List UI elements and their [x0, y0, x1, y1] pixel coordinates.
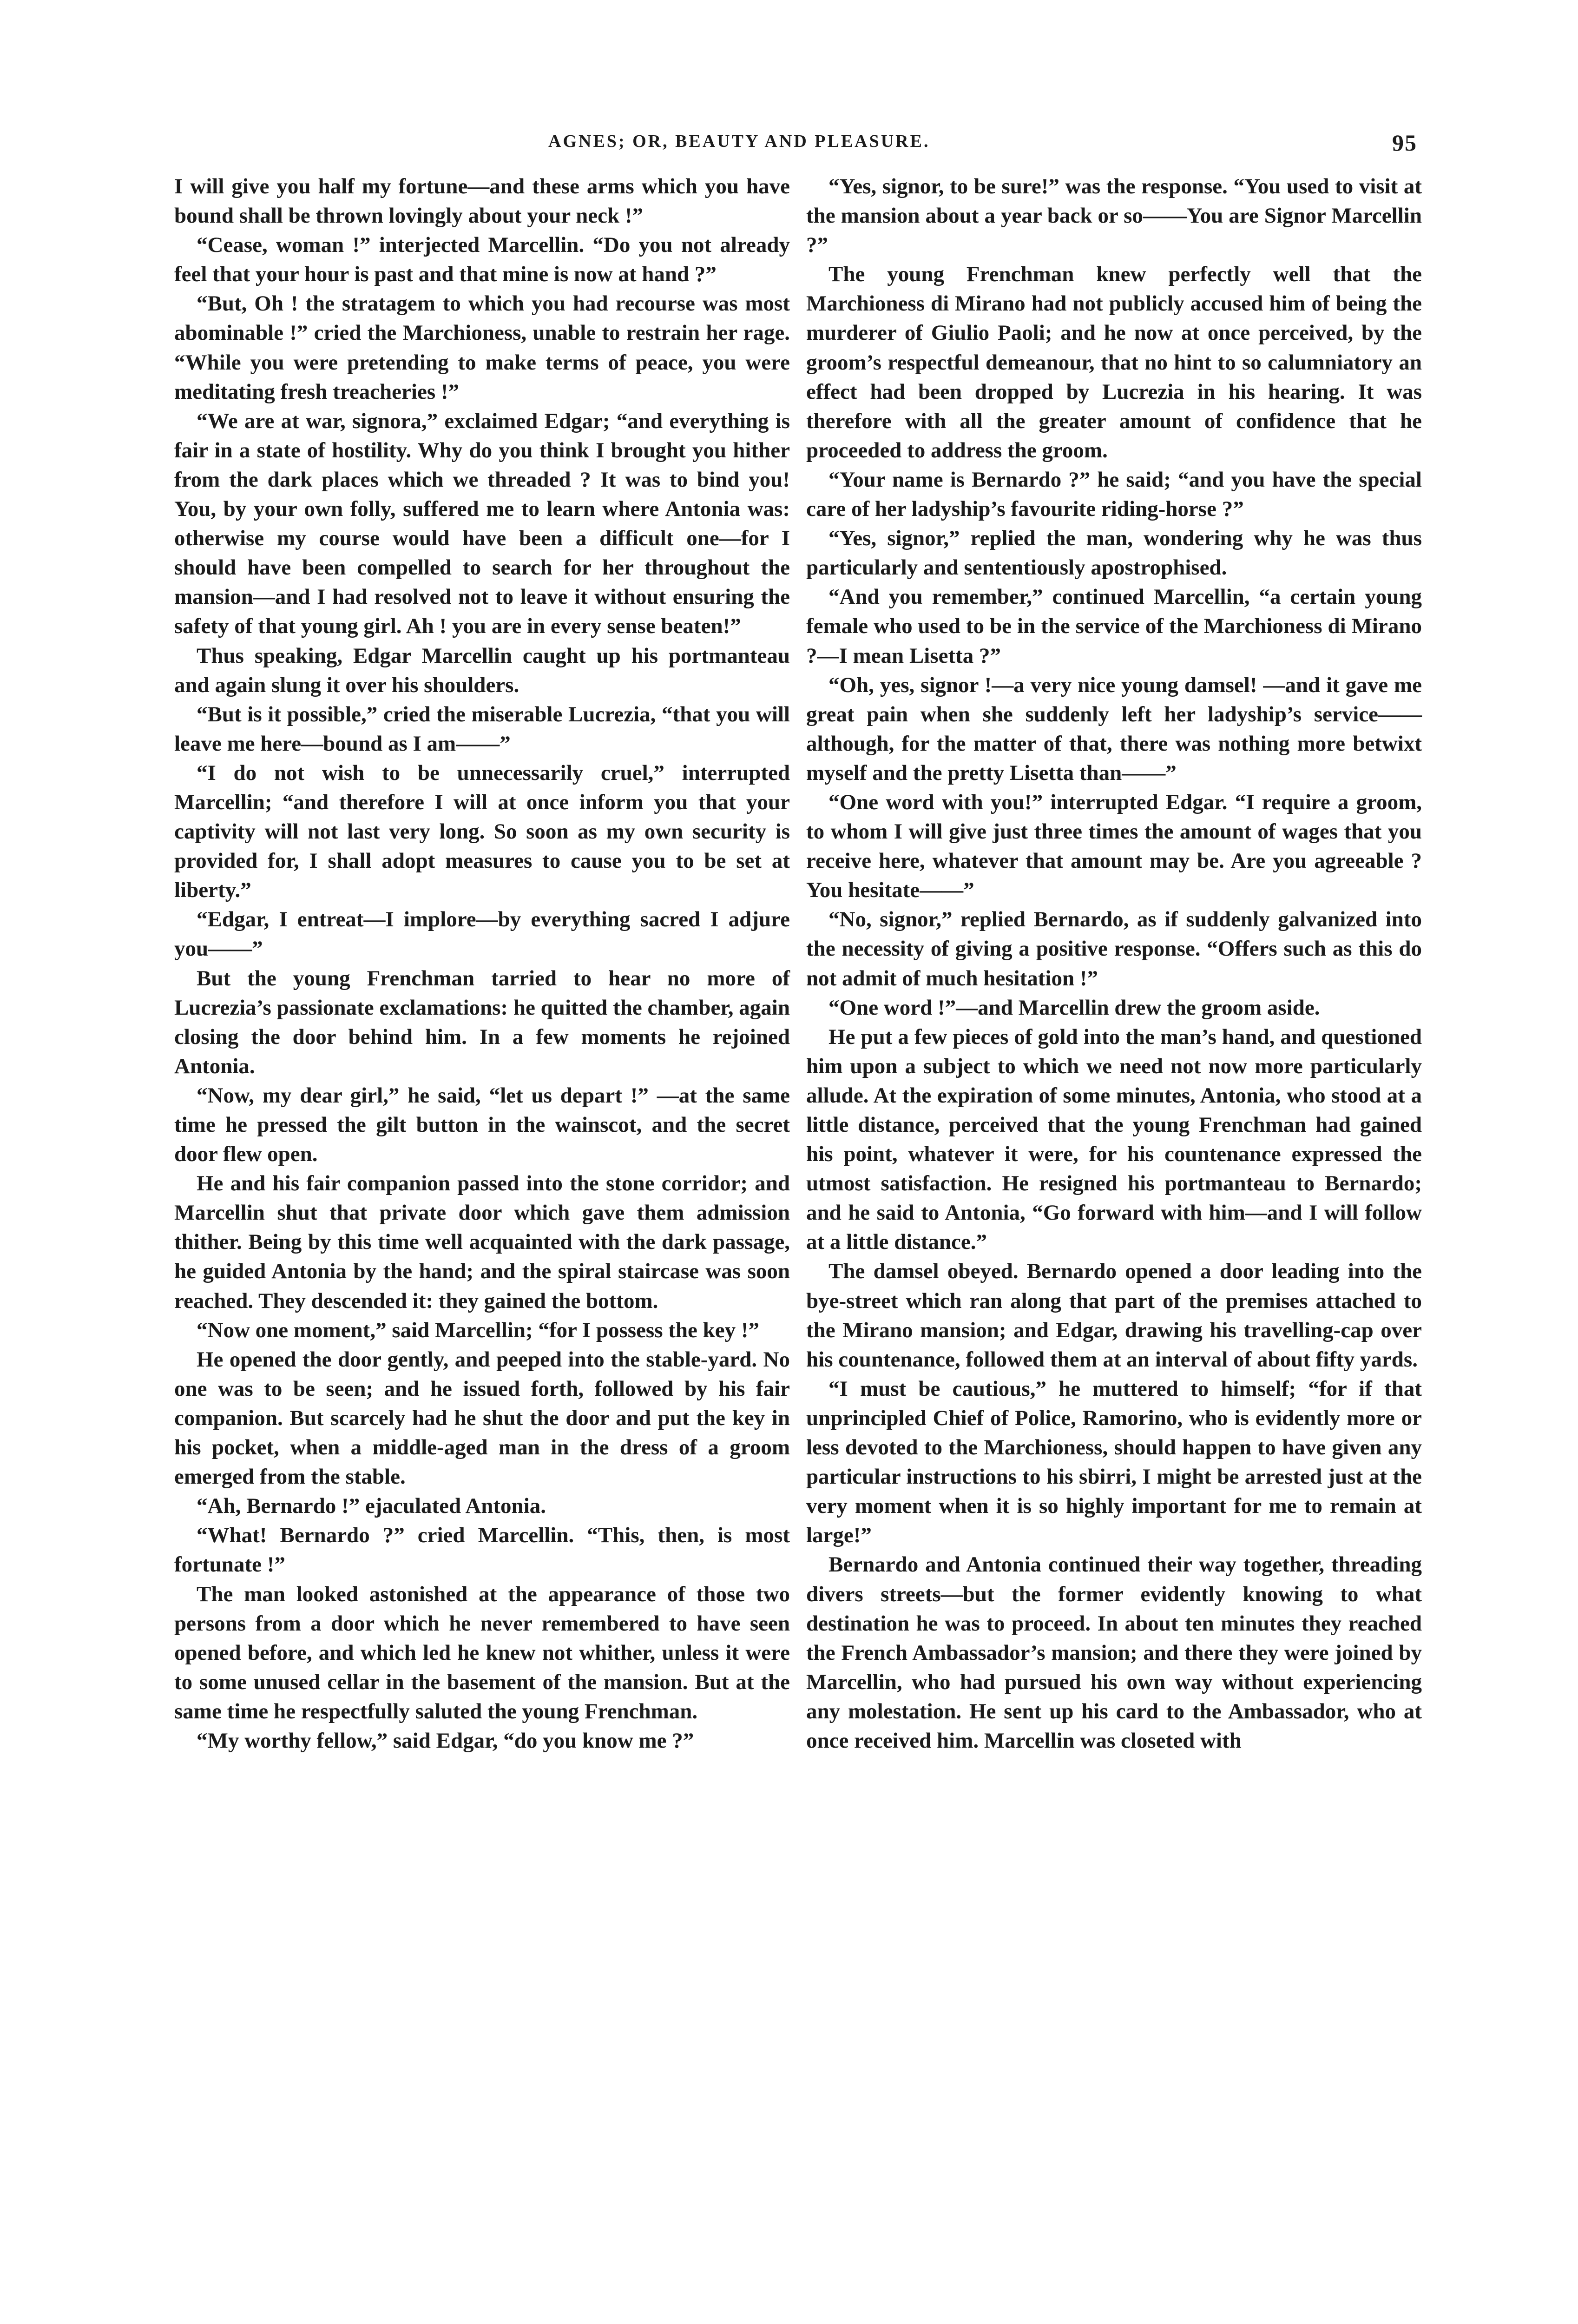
paragraph: The damsel obeyed. Bernardo opened a door leading into the bye-street which ran along that part of the premises attached to the Mirano mansion; and Edgar, drawing his travelling-cap over his countenance, followed them at an interval of about fifty yards.: [806, 1259, 1422, 1372]
paragraph: The man looked astonished at the appearance of those two persons from a door which he never remembered to have seen opened before, and which led he knew not whither, unless it were to some unused cellar in the basement of the mansion. But at the same time he respectfully saluted the young Frenchman.: [174, 1582, 790, 1723]
paragraph: “I must be cautious,” he muttered to himself; “for if that unprincipled Chief of Police, Ramorino, who is evidently more or less devoted to the Marchioness, should happen to have given any particular instructions to his sbirri, I might be arrested just at the very moment when it is so highly important for me to remain at large!”: [806, 1376, 1422, 1548]
paragraph: He put a few pieces of gold into the man’s hand, and questioned him upon a subject to which we need not now more particularly allude. At the expiration of some minutes, Antonia, who stood at a little distance, perceived that the young Frenchman had gained his point, whatever it were, for his countenance expressed the utmost satisfaction. He resigned his portmanteau to Bernardo; and he said to Antonia, “Go forward with him—and I will follow at a little distance.”: [806, 1024, 1422, 1254]
right-column: [806, 172, 1422, 1756]
paragraph: But the young Frenchman tarried to hear no more of Lucrezia’s passionate exclamations: he quitted the chamber, again closing the door behind him. In a few moments he rejoined Antonia.: [174, 966, 790, 1078]
running-header: [548, 131, 1431, 164]
paragraph: “I do not wish to be unnecessarily cruel,” interrupted Marcellin; “and therefore I will at once inform you that your captivity will not last very long. So soon as my own security is provided for, I shall adopt measures to cause you to be set at liberty.”: [174, 760, 790, 903]
paragraph: “Your name is Bernardo ?” he said; “and you have the special care of her ladyship’s favourite riding-horse ?”: [806, 467, 1422, 522]
paragraph: “Yes, signor,” replied the man, wondering why he was thus particularly and sententiously apostrophised.: [806, 526, 1422, 580]
paragraph: “We are at war, signora,” exclaimed Edgar; “and everything is fair in a state of hostility. Why do you think I brought you hither from the dark places which we threaded ? It was to bind you! You, by your own folly, suffered me to learn where Antonia was: otherwise my course would have been a difficult one—for I should have been compelled to search for her throughout the mansion—and I had resolved not to leave it without ensuring the safety of that young girl. Ah ! you are in every sense beaten!”: [174, 409, 790, 639]
paragraph: “But, Oh ! the stratagem to which you had recourse was most abominable !” cried the Marchioness, unable to restrain her rage. “While you were pretending to make terms of peace, you were meditating fresh treacheries !”: [174, 291, 790, 404]
left-column: [174, 172, 790, 1756]
paragraph: “Now one moment,” said Marcellin; “for I possess the key !”: [197, 1318, 760, 1342]
paragraph: “Yes, signor, to be sure!” was the response. “You used to visit at the mansion about a year back or so——You are Signor Marcellin ?”: [806, 174, 1422, 257]
paragraph: Thus speaking, Edgar Marcellin caught up his portmanteau and again slung it over his shoulders.: [174, 643, 790, 697]
paragraph: He opened the door gently, and peeped into the stable-yard. No one was to be seen; and he issued forth, followed by his fair companion. But scarcely had he shut the door and put the key in his pocket, when a middle-aged man in the dress of a groom emerged from the stable.: [174, 1347, 790, 1489]
paragraph: “One word !”—and Marcellin drew the groom aside.: [828, 995, 1320, 1020]
paragraph: “One word with you!” interrupted Edgar. “I require a groom, to whom I will give just three times the amount of wages that you receive here, whatever that amount may be. Are you agreeable ? You hesitate——”: [806, 790, 1422, 903]
paragraph: “Now, my dear girl,” he said, “let us depart !” —at the same time he pressed the gilt button in the wainscot, and the secret door flew open.: [174, 1083, 790, 1167]
paragraph: Bernardo and Antonia continued their way together, threading divers streets—but the former evidently knowing to what destination he was to proceed. In about ten minutes they reached the French Ambassador’s mansion; and there they were joined by Marcellin, who had pursued his own way without experiencing any molestation. He sent up his card to the Ambassador, who at once received him. Marcellin was closeted with: [806, 1552, 1422, 1753]
paragraph: “What! Bernardo ?” cried Marcellin. “This, then, is most fortunate !”: [174, 1523, 790, 1577]
paragraph: “And you remember,” continued Marcellin, “a certain young female who used to be in the service of the Marchioness di Mirano ?—I mean Lisetta ?”: [806, 585, 1422, 668]
paragraph: I will give you half my fortune—and these arms which you have bound shall be thrown lovingly about your neck !”: [174, 174, 790, 228]
paragraph: “But is it possible,” cried the miserable Lucrezia, “that you will leave me here—bound as I am——”: [174, 702, 790, 756]
page-number: 95: [1392, 130, 1417, 156]
paragraph: “Cease, woman !” interjected Marcellin. “Do you not already feel that your hour is past and that mine is now at hand ?”: [174, 233, 790, 287]
paragraph: “No, signor,” replied Bernardo, as if suddenly galvanized into the necessity of giving a positive response. “Offers such as this do not admit of much hesitation !”: [806, 907, 1422, 990]
paragraph: “Edgar, I entreat—I implore—by everything sacred I adjure you——”: [174, 907, 790, 961]
paragraph: “My worthy fellow,” said Edgar, “do you know me ?”: [197, 1728, 694, 1753]
paragraph: The young Frenchman knew perfectly well that the Marchioness di Mirano had not publicly accused him of being the murderer of Giulio Paoli; and he now at once perceived, by the groom’s respectful demeanour, that no hint to so calumniatory an effect had been dropped by Lucrezia in his hearing. It was therefore with all the greater amount of confidence that he proceeded to address the groom.: [806, 262, 1422, 462]
paragraph: He and his fair companion passed into the stone corridor; and Marcellin shut that private door which gave them admission thither. Being by this time well acquainted with the dark passage, he guided Antonia by the hand; and the spiral staircase was soon reached. They descended it: they gained the bottom.: [174, 1171, 790, 1313]
paragraph: “Oh, yes, signor !—a very nice young damsel! —and it gave me great pain when she suddenly left her ladyship’s service——although, for the matter of that, there was nothing more betwixt myself and the pretty Lisetta than——”: [806, 673, 1422, 785]
paragraph: “Ah, Bernardo !” ejaculated Antonia.: [197, 1494, 546, 1519]
running-title: AGNES; OR, BEAUTY AND PLEASURE.: [548, 132, 930, 151]
